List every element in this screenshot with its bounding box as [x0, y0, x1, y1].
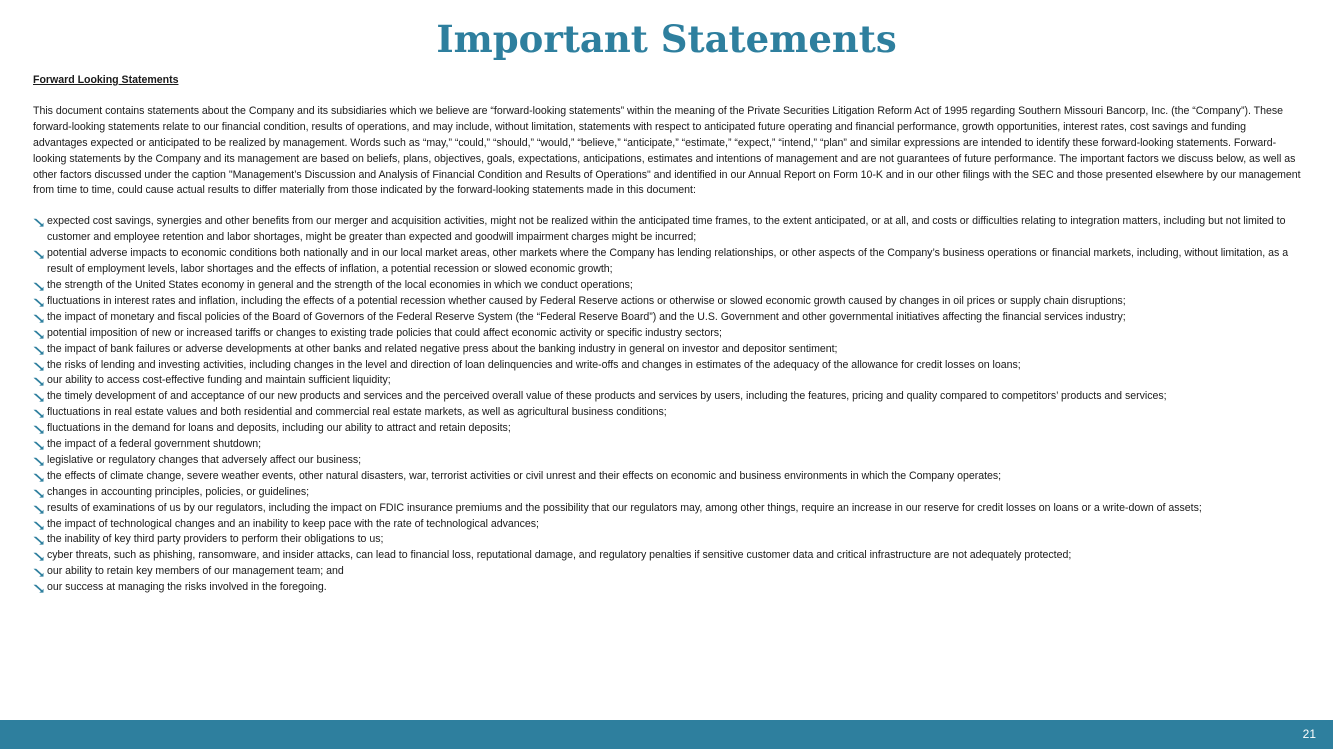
list-item — [33, 501, 1301, 517]
list-item — [33, 453, 1301, 469]
list-item-text: changes in accounting principles, policies, or guidelines; — [47, 485, 310, 498]
arrow-bullet-icon — [33, 441, 44, 450]
arrow-bullet-icon — [33, 521, 44, 530]
list-item-text: potential imposition of new or increased tariffs or changes to existing trade policies that could affect economic activity or specific industry sectors; — [47, 326, 722, 339]
list-item-text: legislative or regulatory changes that adversely affect our business; — [47, 453, 362, 466]
list-item-text: results of examinations of us by our regulators, including the impact on FDIC insurance premiums and the possibility that our regulators may, among other things, require an increase in our reserve for credit losses on loans or a write-down of assets; — [47, 501, 1202, 514]
arrow-bullet-icon — [33, 346, 44, 355]
list-item — [33, 580, 1301, 596]
list-item-text: the inability of key third party providers to perform their obligations to us; — [47, 533, 384, 546]
list-item-text: fluctuations in real estate values and both residential and commercial real estate markets, as well as agricultural business conditions; — [47, 406, 667, 419]
list-item-text: the strength of the United States economy in general and the strength of the local economies in which we conduct operations; — [47, 278, 633, 291]
arrow-bullet-icon — [33, 298, 44, 307]
arrow-bullet-icon — [33, 473, 44, 482]
list-item-text: our ability to retain key members of our management team; and — [47, 565, 344, 578]
arrow-bullet-icon — [33, 568, 44, 577]
statements-body — [33, 73, 1301, 596]
page-number: 21 — [1302, 727, 1316, 741]
list-item — [33, 389, 1301, 405]
arrow-bullet-icon — [33, 393, 44, 402]
list-item — [33, 469, 1301, 485]
list-item — [33, 564, 1301, 580]
list-item — [33, 294, 1301, 310]
arrow-bullet-icon — [33, 489, 44, 498]
list-item-text: expected cost savings, synergies and other benefits from our merger and acquisition activities, might not be realized within the anticipated time frames, to the extent anticipated, or at all, and costs or difficulties relating to integration matters, including but not limited to customer and employee retention and labor shortages, might be greater than expected and goodwill impairment charges might be incurred; — [47, 215, 1286, 244]
list-item — [33, 532, 1301, 548]
list-item-text: the effects of climate change, severe weather events, other natural disasters, war, terrorist activities or civil unrest and their effects on economic and business environments in which the Company operates; — [47, 469, 1002, 482]
arrow-bullet-icon — [33, 409, 44, 418]
list-item-text: fluctuations in the demand for loans and deposits, including our ability to attract and retain deposits; — [47, 422, 511, 435]
arrow-bullet-icon — [33, 584, 44, 593]
list-item — [33, 278, 1301, 294]
footer-bar — [0, 720, 1333, 749]
arrow-bullet-icon — [33, 314, 44, 323]
list-item-text: the timely development of and acceptance of our new products and services and the perceived overall value of these products and services by users, including the features, pricing and quality compared to competitors’ products and services; — [47, 390, 1167, 403]
list-item — [33, 342, 1301, 358]
arrow-bullet-icon — [33, 457, 44, 466]
list-item-text: our ability to access cost-effective funding and maintain sufficient liquidity; — [47, 374, 391, 387]
list-item — [33, 517, 1301, 533]
arrow-bullet-icon — [33, 330, 44, 339]
arrow-bullet-icon — [33, 250, 44, 259]
list-item — [33, 358, 1301, 374]
list-item-text: the impact of bank failures or adverse developments at other banks and related negative press about the banking industry in general on investor and depositor sentiment; — [47, 342, 838, 355]
list-item — [33, 485, 1301, 501]
arrow-bullet-icon — [33, 218, 44, 227]
list-item — [33, 437, 1301, 453]
page-title: Important Statements — [436, 17, 897, 61]
list-item-text: fluctuations in interest rates and inflation, including the effects of a potential recession whether caused by Federal Reserve actions or otherwise or slowed economic growth caused by changes in oil prices or supply chain disruptions; — [47, 294, 1126, 307]
risk-factor-list — [33, 214, 1301, 596]
list-item-text: our success at managing the risks involved in the foregoing. — [47, 581, 327, 594]
list-item — [33, 246, 1301, 278]
list-item-text: the risks of lending and investing activities, including changes in the level and direction of loan delinquencies and write-offs and changes in estimates of the adequacy of the allowance for credit losses on loans; — [47, 358, 1021, 371]
list-item — [33, 214, 1301, 246]
arrow-bullet-icon — [33, 282, 44, 291]
list-item — [33, 405, 1301, 421]
arrow-bullet-icon — [33, 536, 44, 545]
list-item — [33, 310, 1301, 326]
list-item-text: the impact of a federal government shutdown; — [47, 438, 262, 451]
list-item-text: cyber threats, such as phishing, ransomware, and insider attacks, can lead to financial loss, reputational damage, and regulatory penalties if sensitive customer data and critical infrastructure are not adequately protected; — [47, 549, 1072, 562]
list-item-text: potential adverse impacts to economic conditions both nationally and in our local market areas, other markets where the Company has lending relationships, or other aspects of the Company’s business operations or financial markets, including, without limitation, as a result of employment levels, labor shortages and the effects of inflation, a potential recession or slowed economic growth; — [47, 247, 1289, 276]
list-item-text: the impact of technological changes and an inability to keep pace with the rate of technological advances; — [47, 517, 539, 530]
intro-paragraph: This document contains statements about the Company and its subsidiaries which we believe are “forward-looking statements” within the meaning of the Private Securities Litigation Reform Act of 1995 regarding Southern Missouri Bancorp, Inc. (the “Company”). These forward-looking statements relate to our financial condition, results of operations, and may include, without limitation, statements with respect to anticipated future operating and financial performance, growth opportunities, interest rates, cost savings and funding advantages expected or anticipated to be realized by management. Words such as “may,” “could,” “should,” “would,” “believe,” “anticipate,” “estimate,” “expect,” “intend,” “plan” and similar expressions are intended to identify these forward-looking statements. Forward-looking statements by the Company and its management are based on beliefs, plans, objectives, goals, expectations, anticipations, estimates and intentions of management and are not guarantees of future performance. The important factors we discuss below, as well as other factors discussed under the caption "Management’s Discussion and Analysis of Financial Condition and Results of Operations" and identified in our Annual Report on Form 10-K and in our other filings with the SEC and those presented elsewhere by our management from time to time, could cause actual results to differ materially from those indicated by the forward-looking statements made in this document: — [33, 104, 1301, 197]
arrow-bullet-icon — [33, 425, 44, 434]
list-item — [33, 326, 1301, 342]
list-item-text: the impact of monetary and fiscal policies of the Board of Governors of the Federal Reserve System (the “Federal Reserve Board”) and the U.S. Government and other governmental initiatives affecting the financial services industry; — [47, 310, 1126, 323]
section-subheading: Forward Looking Statements — [33, 74, 179, 86]
list-item — [33, 548, 1301, 564]
list-item — [33, 373, 1301, 389]
arrow-bullet-icon — [33, 362, 44, 371]
arrow-bullet-icon — [33, 552, 44, 561]
list-item — [33, 421, 1301, 437]
arrow-bullet-icon — [33, 505, 44, 514]
arrow-bullet-icon — [33, 377, 44, 386]
